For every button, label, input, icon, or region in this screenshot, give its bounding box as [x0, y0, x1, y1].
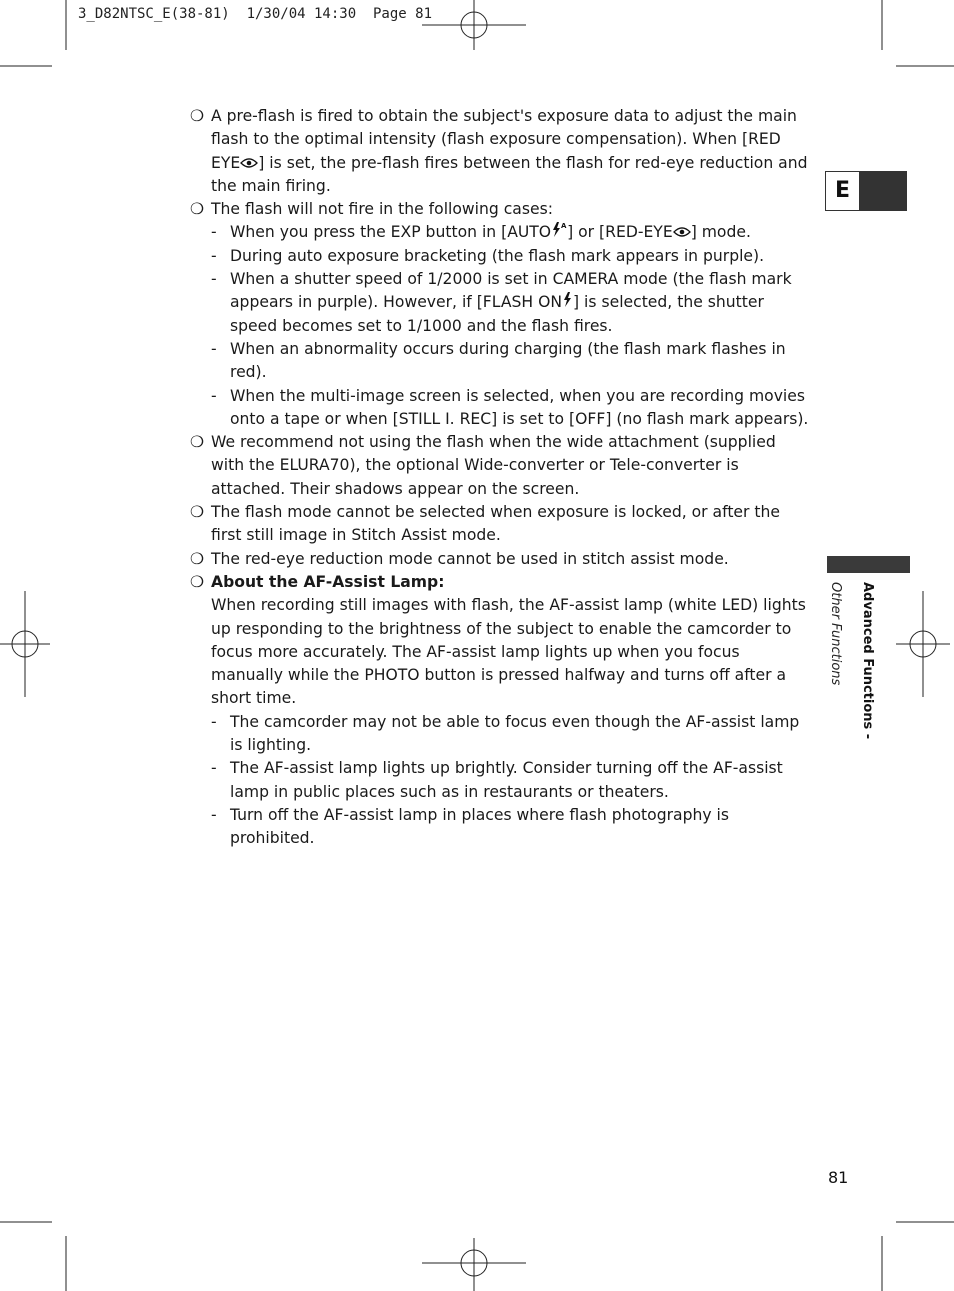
sub-item: - The camcorder may not be able to focus even though the AF-assist lamp is lighting. — [211, 712, 800, 755]
note-item — [190, 571, 810, 594]
sub-item: - When the multi-image screen is selected, when you are recording movies onto a tape or when [STILL I. REC] is set to [OFF] (no flash mark appears). — [211, 386, 809, 428]
bullet: ❍ — [190, 433, 204, 452]
bullet: ❍ — [190, 200, 204, 219]
flash-auto-icon — [551, 221, 567, 238]
note-item: ❍ The flash mode cannot be selected when exposure is locked, or after the first still image in Stitch Assist mode. — [190, 503, 780, 545]
page-content — [190, 105, 810, 851]
language-tab — [825, 171, 907, 211]
sub-item: - When you press the EXP button in [AUTO A ] or [RED-EYE ] mode. — [211, 222, 751, 242]
section-heading: About the AF-Assist Lamp: — [211, 572, 445, 591]
note-item: ❍ We recommend not using the flash when the wide attachment (supplied with the ELURA70), the optional Wide-converter or Tele-converter is attached. Their shadows appear on the screen. — [190, 433, 776, 498]
note-item: ❍ The red-eye reduction mode cannot be used in stitch assist mode. — [190, 548, 810, 571]
flash-icon — [562, 291, 573, 308]
side-section-title — [860, 582, 875, 739]
side-section-subtitle: Other Functions — [828, 582, 843, 686]
eye-icon — [673, 226, 691, 238]
page-number: 81 — [828, 1168, 849, 1187]
eye-icon — [240, 157, 258, 169]
sub-item: - The AF-assist lamp lights up brightly. Consider turning off the AF-assist lamp in public places such as in restaurants or theaters. — [211, 759, 783, 801]
paragraph: When recording still images with flash, the AF-assist lamp (white LED) lights up responding to the brightness of the subject to enable the camcorder to focus more accurately. The AF-assist lamp lights up when you focus manually while the PHOTO button is pressed halfway and turns off after a short time. — [211, 596, 806, 708]
language-letter: E — [826, 172, 859, 210]
sub-item: - Turn off the AF-assist lamp in places where flash photography is prohibited. — [211, 805, 729, 848]
sub-item: - When a shutter speed of 1/2000 is set in CAMERA mode (the flash mark appears in purple). However, if [FLASH ON ] is selected, the shutter speed becomes set to 1/1000 and the flash fires. — [211, 270, 792, 335]
section-bar — [827, 556, 910, 573]
print-header: 3_D82NTSC_E(38-81) 1/30/04 14:30 Page 81 — [78, 6, 433, 22]
note-item: ❍ A pre-flash is fired to obtain the subject's exposure data to adjust the main flash to the optimal intensity (flash exposure compensation). When [RED EYE ] is set, the pre-flash fires between the flash for red-eye reduction and the main firing. — [190, 107, 808, 195]
sub-item: - During auto exposure bracketing (the flash mark appears in purple). — [211, 246, 765, 265]
bullet: ❍ — [190, 549, 204, 568]
bullet: ❍ — [190, 572, 204, 591]
side-section-main: Advanced Functions - — [860, 582, 875, 740]
note-item: ❍ The flash will not fire in the following cases: — [190, 198, 810, 221]
bullet: ❍ — [190, 107, 204, 125]
sub-item: - When an abnormality occurs during charging (the flash mark flashes in red). — [211, 339, 786, 382]
bullet: ❍ — [190, 503, 204, 522]
svg-text:A: A — [561, 222, 567, 231]
